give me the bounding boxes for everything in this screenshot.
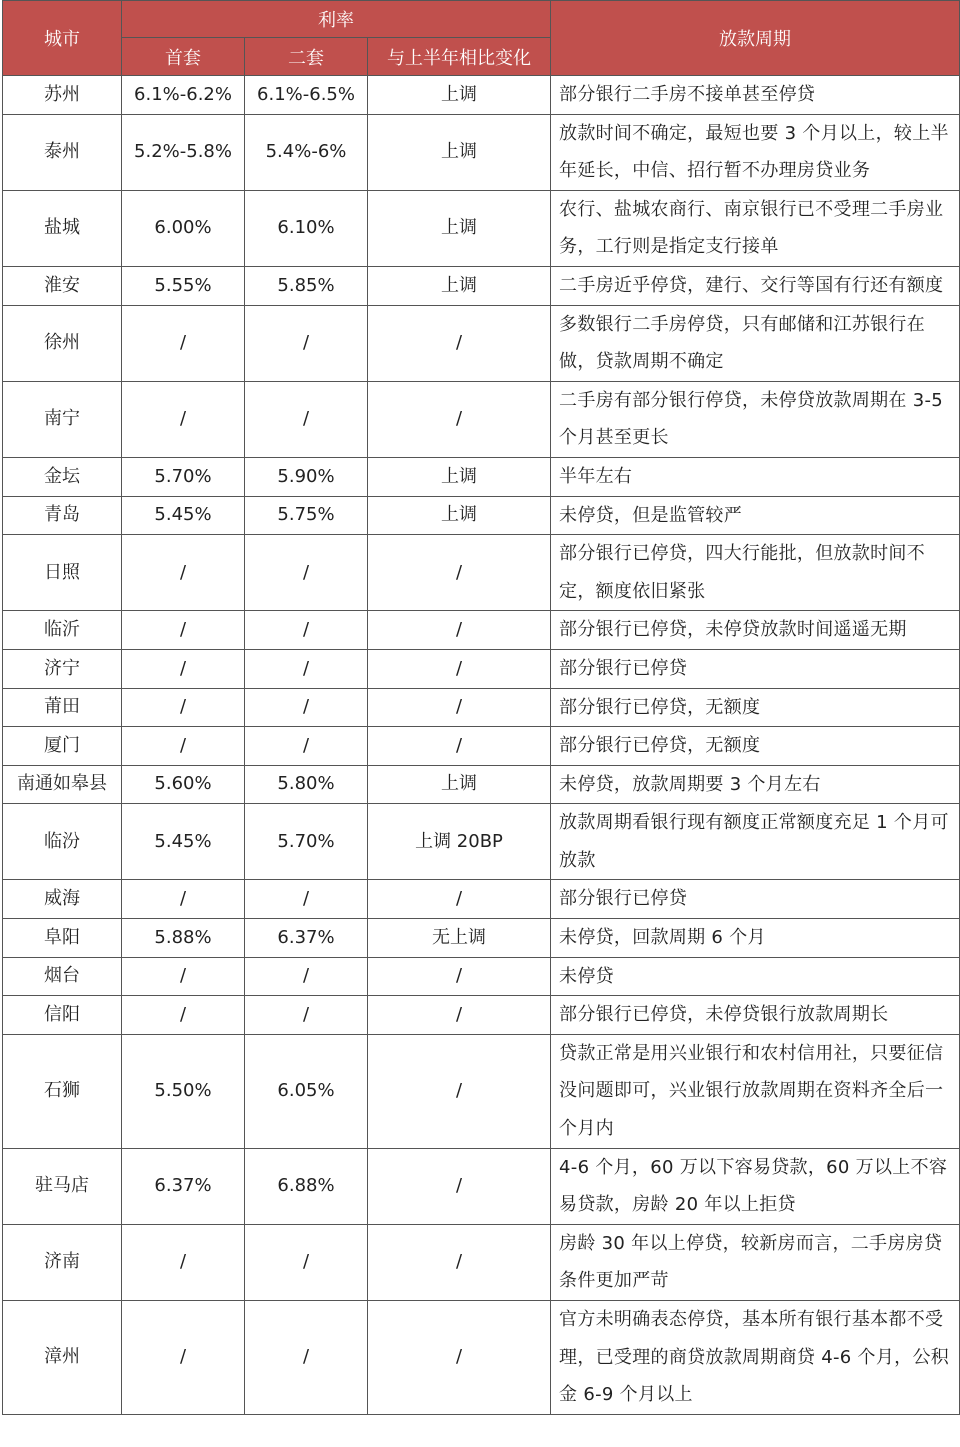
table-row	[3, 688, 960, 727]
cell-change: /	[368, 1034, 551, 1148]
cell-city: 济南	[3, 1224, 122, 1300]
table-row	[3, 611, 960, 650]
table-row	[3, 1148, 960, 1224]
table-row	[3, 1034, 960, 1148]
cell-period: 未停贷	[551, 957, 960, 996]
cell-first-rate: /	[122, 1301, 245, 1415]
cell-second-rate: /	[245, 1224, 368, 1300]
cell-city: 泰州	[3, 114, 122, 190]
cell-second-rate: /	[245, 1301, 368, 1415]
cell-first-rate: /	[122, 649, 245, 688]
cell-city: 烟台	[3, 957, 122, 996]
cell-second-rate: /	[245, 880, 368, 919]
cell-change: /	[368, 688, 551, 727]
cell-second-rate: /	[245, 957, 368, 996]
cell-city: 日照	[3, 535, 122, 611]
cell-change: /	[368, 649, 551, 688]
cell-change: /	[368, 880, 551, 919]
cell-period: 放款周期看银行现有额度正常额度充足 1 个月可放款	[551, 804, 960, 880]
table-row	[3, 305, 960, 381]
cell-second-rate: 5.70%	[245, 804, 368, 880]
cell-first-rate: /	[122, 880, 245, 919]
cell-city: 苏州	[3, 76, 122, 115]
cell-change: /	[368, 381, 551, 457]
table-body	[3, 76, 960, 1415]
cell-first-rate: 6.1%-6.2%	[122, 76, 245, 115]
mortgage-rate-table	[2, 0, 960, 1415]
cell-city: 青岛	[3, 496, 122, 535]
cell-city: 徐州	[3, 305, 122, 381]
cell-second-rate: 6.37%	[245, 919, 368, 958]
cell-change: 上调	[368, 496, 551, 535]
cell-first-rate: 6.00%	[122, 190, 245, 266]
cell-first-rate: /	[122, 535, 245, 611]
cell-period: 二手房近乎停贷，建行、交行等国有行还有额度	[551, 266, 960, 305]
cell-change: /	[368, 1224, 551, 1300]
cell-first-rate: /	[122, 996, 245, 1035]
header-change: 与上半年相比变化	[368, 38, 551, 76]
cell-change: /	[368, 727, 551, 766]
cell-first-rate: 5.60%	[122, 765, 245, 804]
table-row	[3, 957, 960, 996]
table-row	[3, 727, 960, 766]
cell-city: 淮安	[3, 266, 122, 305]
cell-period: 部分银行已停贷，无额度	[551, 727, 960, 766]
cell-change: 上调	[368, 114, 551, 190]
header-city: 城市	[3, 1, 122, 76]
cell-change: /	[368, 611, 551, 650]
cell-change: /	[368, 957, 551, 996]
cell-first-rate: 6.37%	[122, 1148, 245, 1224]
cell-first-rate: 5.88%	[122, 919, 245, 958]
cell-city: 临汾	[3, 804, 122, 880]
cell-period: 部分银行二手房不接单甚至停贷	[551, 76, 960, 115]
table-row	[3, 381, 960, 457]
cell-city: 石狮	[3, 1034, 122, 1148]
table-row	[3, 496, 960, 535]
table-row	[3, 457, 960, 496]
cell-period: 未停贷，回款周期 6 个月	[551, 919, 960, 958]
table-header	[3, 1, 960, 76]
cell-second-rate: 6.1%-6.5%	[245, 76, 368, 115]
table-row	[3, 266, 960, 305]
table-row	[3, 190, 960, 266]
cell-period: 房龄 30 年以上停贷，较新房而言，二手房房贷条件更加严苛	[551, 1224, 960, 1300]
cell-change: /	[368, 305, 551, 381]
cell-period: 未停贷，但是监管较严	[551, 496, 960, 535]
cell-change: /	[368, 1301, 551, 1415]
cell-first-rate: 5.50%	[122, 1034, 245, 1148]
cell-first-rate: 5.45%	[122, 804, 245, 880]
cell-second-rate: 5.90%	[245, 457, 368, 496]
cell-second-rate: 5.75%	[245, 496, 368, 535]
cell-city: 莆田	[3, 688, 122, 727]
cell-change: 上调	[368, 76, 551, 115]
table-row	[3, 804, 960, 880]
cell-period: 放款时间不确定，最短也要 3 个月以上，较上半年延长，中信、招行暂不办理房贷业务	[551, 114, 960, 190]
table-row	[3, 880, 960, 919]
cell-second-rate: /	[245, 611, 368, 650]
cell-second-rate: /	[245, 305, 368, 381]
cell-city: 盐城	[3, 190, 122, 266]
cell-city: 南通如皋县	[3, 765, 122, 804]
table-row	[3, 649, 960, 688]
cell-period: 4-6 个月，60 万以下容易贷款，60 万以上不容易贷款，房龄 20 年以上拒贷	[551, 1148, 960, 1224]
cell-first-rate: /	[122, 381, 245, 457]
header-second-home: 二套	[245, 38, 368, 76]
cell-first-rate: /	[122, 688, 245, 727]
cell-change: /	[368, 535, 551, 611]
cell-change: 上调 20BP	[368, 804, 551, 880]
cell-second-rate: /	[245, 996, 368, 1035]
table-row	[3, 76, 960, 115]
cell-first-rate: 5.55%	[122, 266, 245, 305]
cell-second-rate: 6.10%	[245, 190, 368, 266]
table-row	[3, 1224, 960, 1300]
cell-second-rate: /	[245, 535, 368, 611]
cell-change: 无上调	[368, 919, 551, 958]
cell-period: 多数银行二手房停贷，只有邮储和江苏银行在做，贷款周期不确定	[551, 305, 960, 381]
cell-city: 金坛	[3, 457, 122, 496]
cell-second-rate: /	[245, 688, 368, 727]
cell-period: 半年左右	[551, 457, 960, 496]
cell-change: 上调	[368, 190, 551, 266]
cell-period: 部分银行已停贷，无额度	[551, 688, 960, 727]
cell-change: /	[368, 996, 551, 1035]
cell-city: 信阳	[3, 996, 122, 1035]
cell-first-rate: /	[122, 957, 245, 996]
cell-second-rate: /	[245, 727, 368, 766]
table-row	[3, 919, 960, 958]
table-row	[3, 765, 960, 804]
header-rate-group: 利率	[122, 1, 551, 38]
cell-city: 济宁	[3, 649, 122, 688]
cell-city: 威海	[3, 880, 122, 919]
cell-first-rate: 5.2%-5.8%	[122, 114, 245, 190]
cell-period: 部分银行已停贷	[551, 649, 960, 688]
cell-second-rate: /	[245, 381, 368, 457]
cell-first-rate: /	[122, 305, 245, 381]
cell-period: 农行、盐城农商行、南京银行已不受理二手房业务，工行则是指定支行接单	[551, 190, 960, 266]
table-row	[3, 1301, 960, 1415]
cell-city: 临沂	[3, 611, 122, 650]
cell-period: 二手房有部分银行停贷，未停贷放款周期在 3-5 个月甚至更长	[551, 381, 960, 457]
cell-change: 上调	[368, 457, 551, 496]
cell-first-rate: /	[122, 611, 245, 650]
cell-city: 厦门	[3, 727, 122, 766]
cell-change: 上调	[368, 765, 551, 804]
cell-city: 南宁	[3, 381, 122, 457]
table-row	[3, 535, 960, 611]
cell-second-rate: 6.88%	[245, 1148, 368, 1224]
cell-period: 未停贷，放款周期要 3 个月左右	[551, 765, 960, 804]
cell-period: 部分银行已停贷，未停贷放款时间遥遥无期	[551, 611, 960, 650]
cell-period: 部分银行已停贷，四大行能批，但放款时间不定，额度依旧紧张	[551, 535, 960, 611]
cell-period: 官方未明确表态停贷，基本所有银行基本都不受理，已受理的商贷放款周期商贷 4-6 个月，公积金 6-9 个月以上	[551, 1301, 960, 1415]
cell-first-rate: /	[122, 727, 245, 766]
cell-change: 上调	[368, 266, 551, 305]
header-first-home: 首套	[122, 38, 245, 76]
cell-city: 阜阳	[3, 919, 122, 958]
cell-period: 贷款正常是用兴业银行和农村信用社，只要征信没问题即可，兴业银行放款周期在资料齐全后一个月内	[551, 1034, 960, 1148]
table-row	[3, 996, 960, 1035]
cell-period: 部分银行已停贷	[551, 880, 960, 919]
cell-city: 漳州	[3, 1301, 122, 1415]
cell-second-rate: 5.85%	[245, 266, 368, 305]
cell-second-rate: /	[245, 649, 368, 688]
cell-second-rate: 5.4%-6%	[245, 114, 368, 190]
cell-first-rate: /	[122, 1224, 245, 1300]
cell-second-rate: 6.05%	[245, 1034, 368, 1148]
cell-change: /	[368, 1148, 551, 1224]
cell-first-rate: 5.45%	[122, 496, 245, 535]
cell-second-rate: 5.80%	[245, 765, 368, 804]
header-period: 放款周期	[551, 1, 960, 76]
cell-period: 部分银行已停贷，未停贷银行放款周期长	[551, 996, 960, 1035]
cell-city: 驻马店	[3, 1148, 122, 1224]
table-row	[3, 114, 960, 190]
cell-first-rate: 5.70%	[122, 457, 245, 496]
